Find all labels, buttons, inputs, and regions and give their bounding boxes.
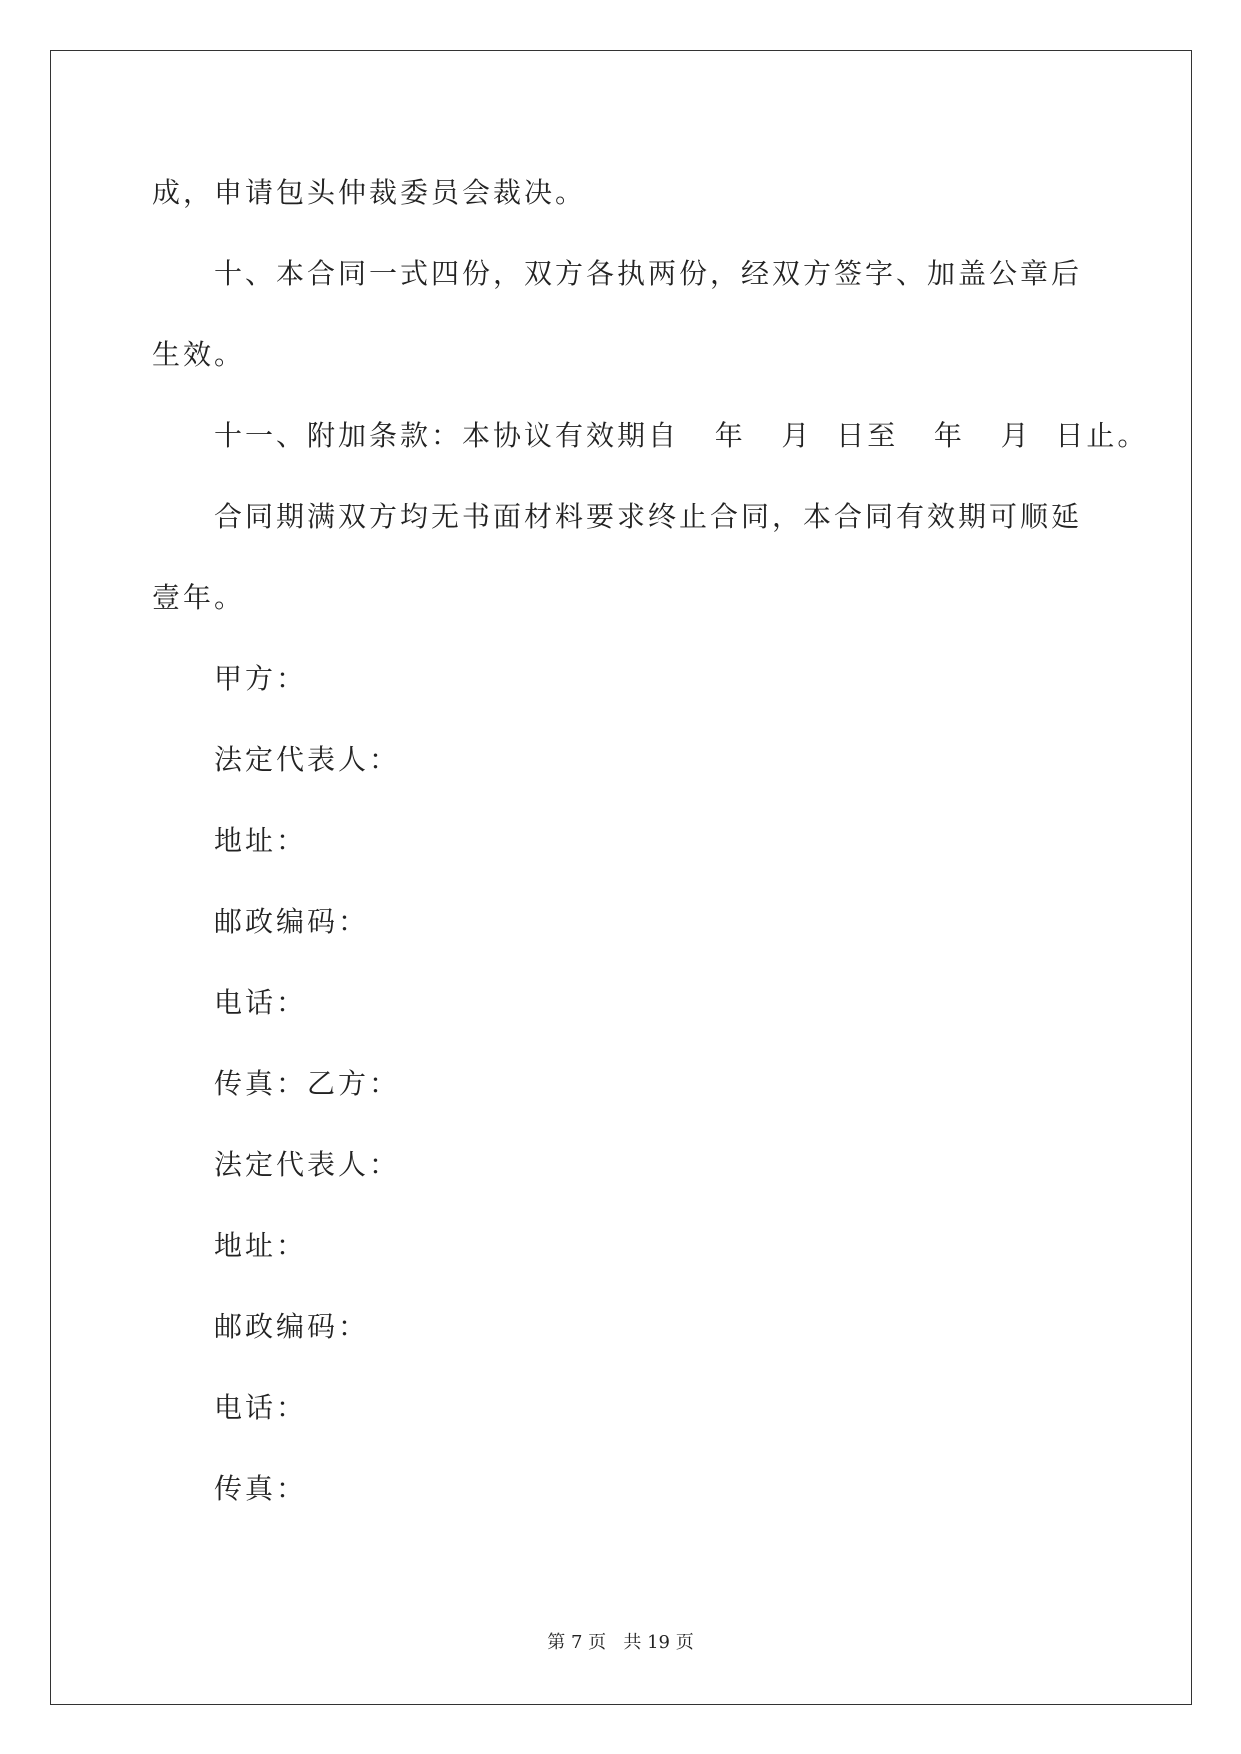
text-line: 生效。: [152, 338, 246, 371]
text-line: 十、本合同一式四份，双方各执两份，经双方签字、加盖公章后: [214, 257, 1083, 290]
phone-label: 电话：: [214, 1391, 308, 1424]
party-a-label: 甲方：: [214, 662, 308, 695]
legal-representative-label: 法定代表人：: [214, 1148, 401, 1181]
address-label: 地址：: [214, 824, 308, 857]
postal-code-label: 邮政编码：: [214, 1310, 370, 1343]
fax-party-b-label: 传真：乙方：: [214, 1067, 401, 1100]
text-line: 合同期满双方均无书面材料要求终止合同，本合同有效期可顺延: [214, 500, 1083, 533]
phone-label: 电话：: [214, 986, 308, 1019]
fax-label: 传真：: [214, 1472, 308, 1505]
legal-representative-label: 法定代表人：: [214, 743, 401, 776]
address-label: 地址：: [214, 1229, 308, 1262]
postal-code-label: 邮政编码：: [214, 905, 370, 938]
page-border: [50, 50, 1192, 1705]
text-line: 十一、附加条款：本协议有效期自 年 月 日至 年 月 日止。: [214, 419, 1149, 452]
text-line: 成，申请包头仲裁委员会裁决。: [152, 176, 587, 209]
page-number-footer: 第 7 页 共 19 页: [547, 1632, 694, 1653]
text-line: 壹年。: [152, 581, 246, 614]
